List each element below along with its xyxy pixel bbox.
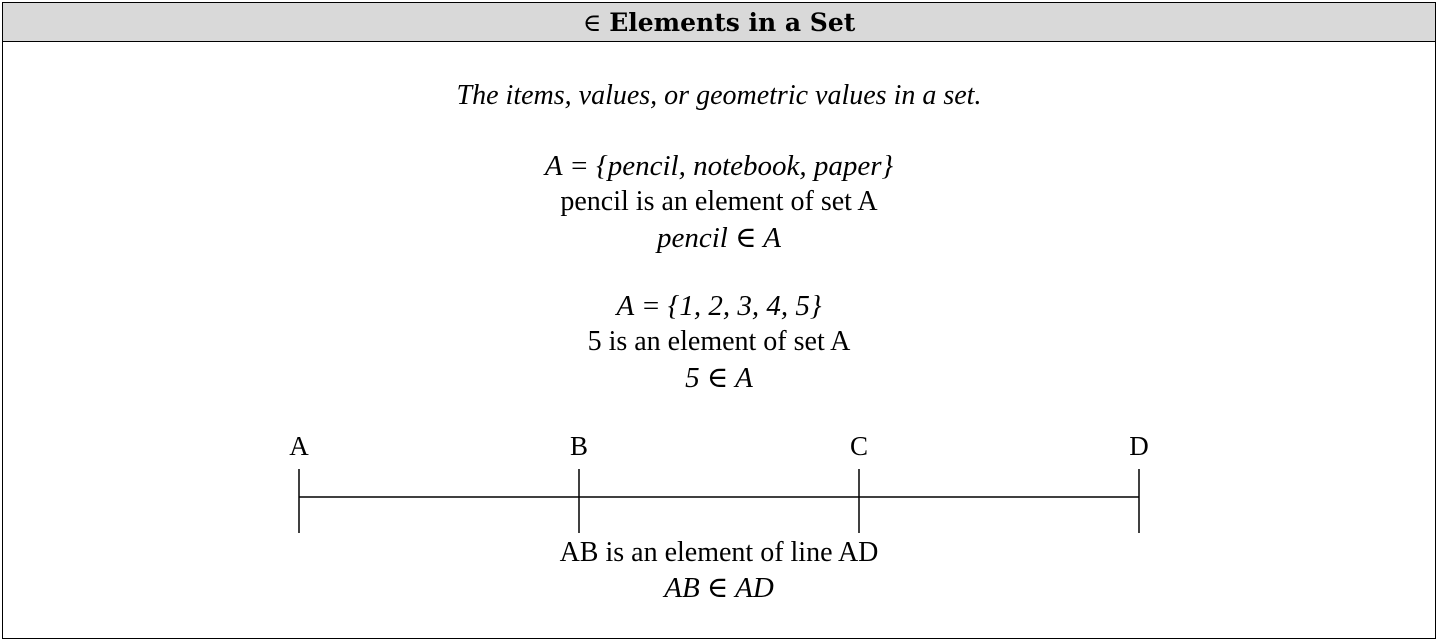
- example1-set: A = {pencil, notebook, paper}: [544, 150, 894, 182]
- point-label-a: A: [289, 431, 309, 461]
- point-label-d: D: [1129, 431, 1149, 461]
- point-label-b: B: [569, 431, 589, 461]
- definition-card: [2, 2, 1436, 639]
- element-of-symbol: ∈: [582, 7, 602, 37]
- example1-statement: pencil is an element of set A: [560, 186, 878, 217]
- example2-notation: 5 ∈ A: [685, 362, 753, 394]
- example2-set: A = {1, 2, 3, 4, 5}: [616, 290, 822, 322]
- card-header: [3, 3, 1435, 42]
- card-title: Elements in a Set: [609, 7, 856, 37]
- definition-text: The items, values, or geometric values in a set.: [456, 80, 982, 111]
- example3-notation: AB ∈ AD: [664, 572, 774, 604]
- example3-statement: AB is an element of line AD: [559, 537, 879, 568]
- example2-statement: 5 is an element of set A: [587, 326, 851, 357]
- example1-notation: pencil ∈ A: [656, 222, 781, 254]
- point-label-c: C: [849, 431, 869, 461]
